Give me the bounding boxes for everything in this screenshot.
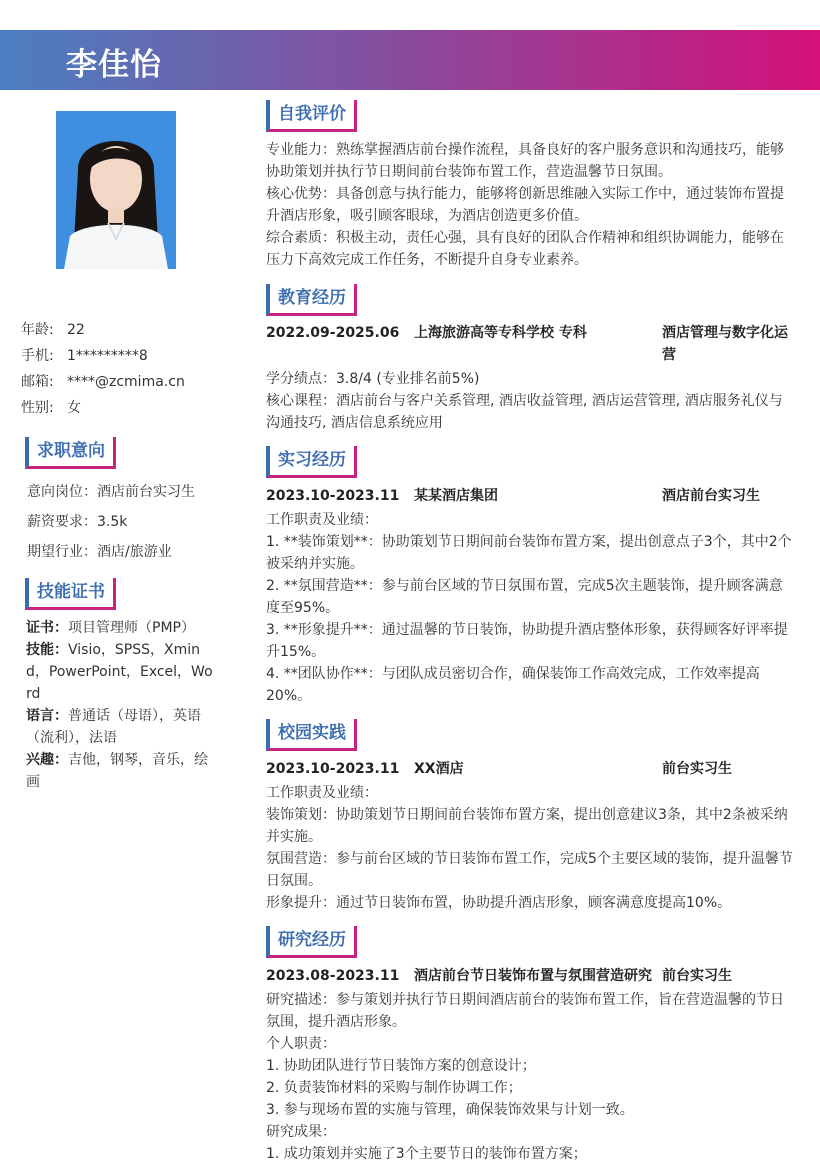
research-role: 前台实习生 (662, 968, 732, 984)
self-eval-paragraph: 专业能力：熟练掌握酒店前台操作流程，具备良好的客户服务意识和沟通技巧，能够协助策划并执行节日期间前台装饰布置工作，营造温馨节日氛围。 (266, 142, 784, 180)
campus-body (266, 782, 796, 914)
education-date: 2022.09-2025.06 (266, 325, 400, 341)
research-line: 3. 参与现场布置的实施与管理，确保装饰效果与计划一致。 (266, 1102, 634, 1118)
internship-date: 2023.10-2023.11 (266, 488, 400, 504)
info-row-gender (21, 395, 185, 421)
research-line: 1. 协助团队进行节日装饰方案的创意设计； (266, 1058, 536, 1074)
campus-line: 装饰策划：协助策划节日期间前台装饰布置方案，提出创意建议3条，其中2条被采纳并实施。 (266, 807, 788, 845)
intent-salary: 薪资要求：3.5k (27, 514, 128, 530)
internship-body (266, 509, 796, 707)
self-eval-paragraph: 综合素质：积极主动，责任心强，具有良好的团队合作精神和组织协调能力，能够在压力下高效完成工作任务，不断提升自身专业素养。 (266, 230, 784, 268)
education-line: 学分绩点：3.8/4 (专业排名前5%) (266, 371, 480, 387)
campus-org: XX酒店 (414, 761, 464, 777)
info-row-email (21, 369, 185, 395)
skills-list (26, 617, 216, 793)
basic-info (21, 317, 185, 421)
campus-line: 氛围营造：参与前台区域的节日装饰布置工作，完成5个主要区域的装饰，提升温馨节日氛围。 (266, 851, 793, 889)
campus-line: 工作职责及业绩： (266, 785, 378, 801)
skill-value: 普通话（母语），英语（流利），法语 (26, 708, 201, 746)
skill-label: 技能： (26, 642, 68, 658)
internship-line: 工作职责及业绩： (266, 512, 378, 528)
campus-date: 2023.10-2023.11 (266, 761, 400, 777)
internship-company: 某某酒店集团 (414, 488, 498, 504)
portrait-image (56, 111, 176, 269)
education-school: 上海旅游高等专科学校 专科 (414, 325, 587, 341)
skill-label: 证书： (26, 620, 68, 636)
header-banner (0, 30, 820, 90)
intent-position: 意向岗位：酒店前台实习生 (27, 484, 195, 500)
internship-role: 酒店前台实习生 (662, 488, 760, 504)
skill-value: 项目管理师（PMP） (68, 620, 195, 636)
campus-line: 形象提升：通过节日装饰布置，协助提升酒店形象，顾客满意度提高10%。 (266, 895, 732, 911)
section-title-skills: 技能证书 (25, 578, 116, 610)
section-title-self-eval: 自我评价 (266, 100, 357, 132)
section-title-campus: 校园实践 (266, 719, 357, 751)
info-row-age (21, 317, 185, 343)
info-label: 邮箱: (21, 374, 54, 390)
research-line: 2. 负责装饰材料的采购与制作协调工作； (266, 1080, 522, 1096)
skill-item (26, 617, 216, 639)
research-date: 2023.08-2023.11 (266, 968, 400, 984)
campus-role: 前台实习生 (662, 761, 732, 777)
info-label: 年龄: (21, 322, 54, 338)
research-topic: 酒店前台节日装饰布置与氛围营造研究 (414, 968, 652, 984)
skill-item (26, 639, 216, 705)
info-value: 女 (67, 400, 81, 416)
info-label: 手机: (21, 348, 54, 364)
internship-line: 4. **团队协作**：与团队成员密切合作，确保装饰工作高效完成，工作效率提高20%。 (266, 666, 760, 704)
info-label: 性别: (21, 400, 54, 416)
skill-item (26, 749, 216, 793)
education-line: 核心课程：酒店前台与客户关系管理, 酒店收益管理, 酒店运营管理, 酒店服务礼仪与沟通技巧, 酒店信息系统应用 (266, 393, 783, 431)
education-major: 酒店管理与数字化运营 (662, 325, 788, 363)
section-title-education: 教育经历 (266, 284, 357, 316)
intent-list (27, 477, 195, 567)
education-body (266, 368, 796, 434)
research-line: 个人职责： (266, 1036, 336, 1052)
info-row-phone (21, 343, 185, 369)
skill-value: 吉他，钢琴，音乐，绘画 (26, 752, 208, 790)
section-title-internship: 实习经历 (266, 446, 357, 478)
internship-line: 1. **装饰策划**：协助策划节日期间前台装饰布置方案，提出创意点子3个，其中2个被采纳并实施。 (266, 534, 792, 572)
info-value: 22 (67, 322, 85, 338)
internship-line: 2. **氛围营造**：参与前台区域的节日氛围布置，完成5次主题装饰，提升顾客满意度至95%。 (266, 578, 783, 616)
research-body (266, 989, 796, 1160)
internship-line: 3. **形象提升**：通过温馨的节日装饰，协助提升酒店整体形象，获得顾客好评率提升15%。 (266, 622, 788, 660)
candidate-name: 李佳怡 (66, 47, 162, 83)
skill-item (26, 705, 216, 749)
profile-photo (56, 111, 176, 269)
research-line: 研究描述：参与策划并执行节日期间酒店前台的装饰布置工作，旨在营造温馨的节日氛围，提升酒店形象。 (266, 992, 784, 1030)
research-line: 研究成果： (266, 1124, 336, 1140)
skill-value: Visio，SPSS，Xmind，PowerPoint，Excel，Word (26, 642, 213, 702)
info-value: 1*********8 (67, 348, 148, 364)
skill-label: 语言： (26, 708, 68, 724)
section-title-research: 研究经历 (266, 926, 357, 958)
education-header (266, 322, 796, 366)
research-line: 1. 成功策划并实施了3个主要节日的装饰布置方案； (266, 1146, 587, 1160)
section-title-intent: 求职意向 (25, 437, 116, 469)
intent-industry: 期望行业：酒店/旅游业 (27, 544, 172, 560)
info-value: ****@zcmima.cn (67, 374, 185, 390)
skill-label: 兴趣： (26, 752, 68, 768)
self-eval-paragraph: 核心优势：具备创意与执行能力，能够将创新思维融入实际工作中，通过装饰布置提升酒店形象，吸引顾客眼球，为酒店创造更多价值。 (266, 186, 784, 224)
self-eval-body (266, 139, 796, 271)
